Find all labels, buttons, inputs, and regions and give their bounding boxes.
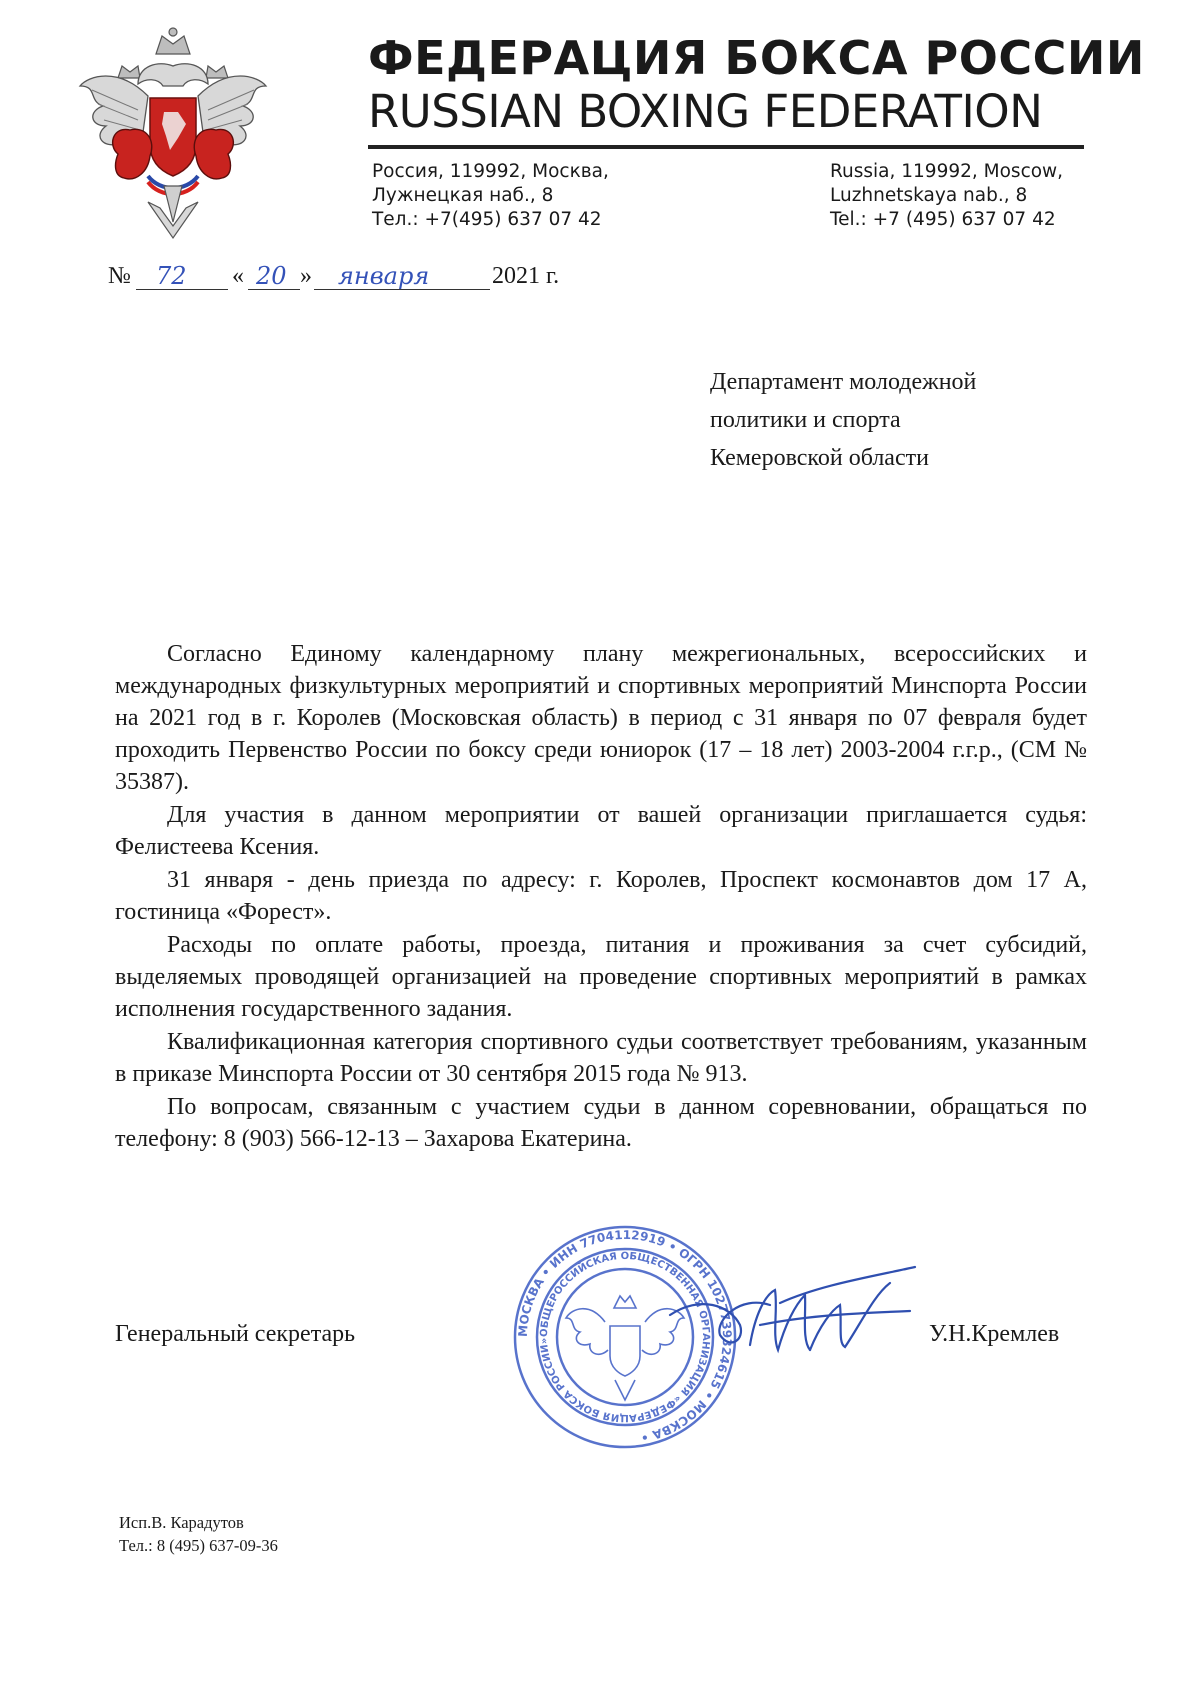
- number-label: №: [108, 263, 131, 289]
- handwritten-signature-icon: [660, 1255, 920, 1375]
- executor-name: Исп.В. Карадутов: [119, 1513, 244, 1532]
- registration-line: [108, 258, 668, 294]
- body-paragraph: Согласно Единому календарному плану межрегиональных, всероссийских и международных физкультурных мероприятий и спортивных мероприятий Минспорта России на 2021 год в г. Королев (Московская область) в период с 31 января по 07 февраля будет проходить Первенство России по боксу среди юниорок (17 – 18 лет) 2003-2004 г.г.р., (СМ № 35387).: [115, 641, 1087, 795]
- stamp-inner-text: ОБЩЕРОССИЙСКАЯ ОБЩЕСТВЕННАЯ ОРГАНИЗАЦИЯ «ФЕДЕРАЦИЯ БОКСА РОССИИ»: [538, 1250, 712, 1424]
- open-quote: «: [232, 263, 244, 289]
- address-line: Лужнецкая наб., 8: [372, 185, 554, 206]
- registration-month: января: [338, 262, 430, 290]
- recipient-block: [710, 363, 1140, 477]
- address-line: Luzhnetskaya nab., 8: [830, 185, 1028, 206]
- phone-line: Тел.: +7(495) 637 07 42: [372, 209, 602, 230]
- executor-phone: Тел.: 8 (495) 637-09-36: [119, 1536, 278, 1555]
- executor-block: [119, 1511, 278, 1557]
- body-paragraph: Расходы по оплате работы, проезда, питания и проживания за счет субсидий, выделяемых проводящей организацией на проведение спортивных мероприятий в рамках исполнения государственного задания.: [115, 932, 1087, 1022]
- signatory-name: У.Н.Кремлев: [929, 1321, 1060, 1347]
- address-line: Russia, 119992, Moscow,: [830, 161, 1064, 182]
- month-underline: [314, 289, 490, 290]
- letter-body: [115, 638, 1087, 1156]
- header-divider: [368, 145, 1084, 149]
- body-paragraph: Квалификационная категория спортивного судьи соответствует требованиям, указанным в приказе Минспорта России от 30 сентября 2015 года № 913.: [115, 1029, 1087, 1087]
- address-block-ru: [372, 160, 609, 232]
- federation-emblem-icon: [78, 26, 268, 241]
- registration-number: 72: [156, 262, 187, 290]
- signatory-title: Генеральный секретарь: [115, 1321, 356, 1347]
- registration-year: 2021 г.: [492, 263, 560, 289]
- body-paragraph: По вопросам, связанным с участием судьи в данном соревновании, обращаться по телефону: 8 (903) 566-12-13 – Захарова Екатерина.: [115, 1094, 1087, 1152]
- recipient-line: политики и спорта: [710, 407, 901, 433]
- recipient-line: Кемеровской области: [710, 445, 929, 471]
- body-paragraph: 31 января - день приезда по адресу: г. Королев, Проспект космонавтов дом 17 А, гостиница «Форест».: [115, 867, 1087, 925]
- body-paragraph: Для участия в данном мероприятии от вашей организации приглашается судья: Фелистеева Ксения.: [115, 802, 1087, 860]
- day-underline: [248, 289, 300, 290]
- close-quote: »: [300, 263, 312, 289]
- address-line: Россия, 119992, Москва,: [372, 161, 609, 182]
- registration-day: 20: [256, 262, 287, 290]
- organization-name-ru: ФЕДЕРАЦИЯ БОКСА РОССИИ: [368, 31, 1145, 85]
- number-underline: [136, 289, 228, 290]
- recipient-line: Департамент молодежной: [710, 369, 977, 395]
- address-block-en: [830, 160, 1063, 232]
- organization-name-en: RUSSIAN BOXING FEDERATION: [368, 85, 1043, 138]
- phone-line: Tel.: +7 (495) 637 07 42: [830, 209, 1056, 230]
- stamp-outer-text: МОСКВА • ИНН 7704112919 • ОГРН 1027739324615 • МОСКВА •: [515, 1227, 735, 1445]
